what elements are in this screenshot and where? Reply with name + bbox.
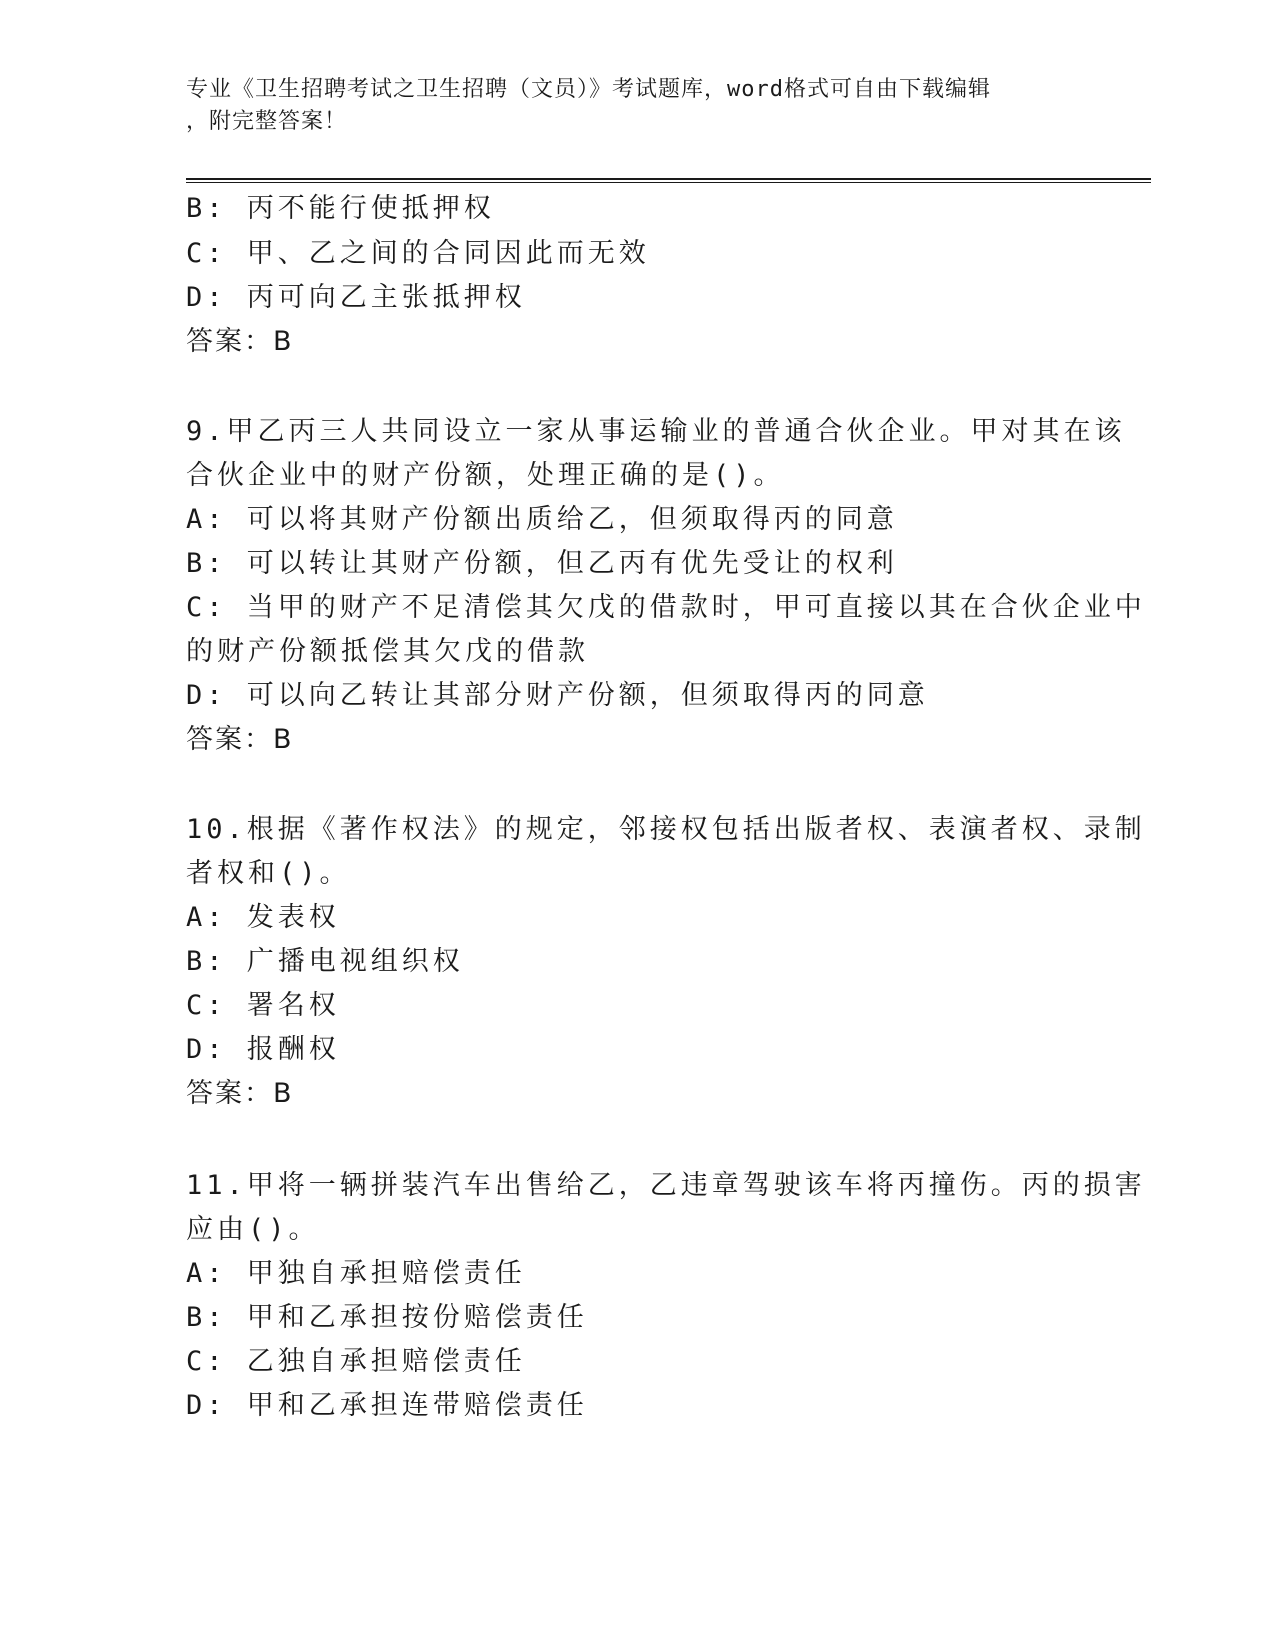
q9-option-d: D: 可以向乙转让其部分财产份额，但须取得丙的同意 — [186, 680, 929, 711]
header-line-1: 专业《卫生招聘考试之卫生招聘（文员）》考试题库，word格式可自由下载编辑 — [186, 77, 991, 102]
q9-option-b: B: 可以转让其财产份额，但乙丙有优先受让的权利 — [186, 548, 898, 579]
q9-option-c: C: 当甲的财产不足清偿其欠戊的借款时，甲可直接以其在合伙企业中 — [186, 592, 1146, 623]
q9-question-line-2: 合伙企业中的财产份额，处理正确的是()。 — [186, 460, 785, 491]
q9-answer: 答案：B — [186, 724, 294, 755]
q8-answer: 答案：B — [186, 326, 294, 357]
q8-option-b: B: 丙不能行使抵押权 — [186, 193, 495, 224]
header-line-2: ，附完整答案！ — [186, 109, 348, 134]
q8-option-c: C: 甲、乙之间的合同因此而无效 — [186, 238, 650, 269]
document-header — [186, 74, 1066, 138]
q11-question-line-2: 应由()。 — [186, 1214, 320, 1245]
q10-option-a: A: 发表权 — [186, 902, 340, 933]
header-divider — [186, 178, 1151, 183]
q11-option-d: D: 甲和乙承担连带赔偿责任 — [186, 1390, 588, 1421]
q9-question-line-1: 9.甲乙丙三人共同设立一家从事运输业的普通合伙企业。甲对其在该 — [186, 416, 1126, 447]
q10-question-line-1: 10.根据《著作权法》的规定，邻接权包括出版者权、表演者权、录制 — [186, 814, 1146, 845]
q11-option-c: C: 乙独自承担赔偿责任 — [186, 1346, 526, 1377]
q10-question-line-2: 者权和()。 — [186, 858, 351, 889]
q10-option-c: C: 署名权 — [186, 990, 340, 1021]
q10-option-d: D: 报酬权 — [186, 1034, 340, 1065]
q11-question-line-1: 11.甲将一辆拼装汽车出售给乙，乙违章驾驶该车将丙撞伤。丙的损害 — [186, 1170, 1146, 1201]
q10-option-b: B: 广播电视组织权 — [186, 946, 464, 977]
q8-option-d: D: 丙可向乙主张抵押权 — [186, 282, 526, 313]
q11-option-b: B: 甲和乙承担按份赔偿责任 — [186, 1302, 588, 1333]
q9-option-c-continued: 的财产份额抵偿其欠戊的借款 — [186, 636, 589, 667]
q9-option-a: A: 可以将其财产份额出质给乙，但须取得丙的同意 — [186, 504, 898, 535]
q11-option-a: A: 甲独自承担赔偿责任 — [186, 1258, 526, 1289]
q10-answer: 答案：B — [186, 1078, 294, 1109]
